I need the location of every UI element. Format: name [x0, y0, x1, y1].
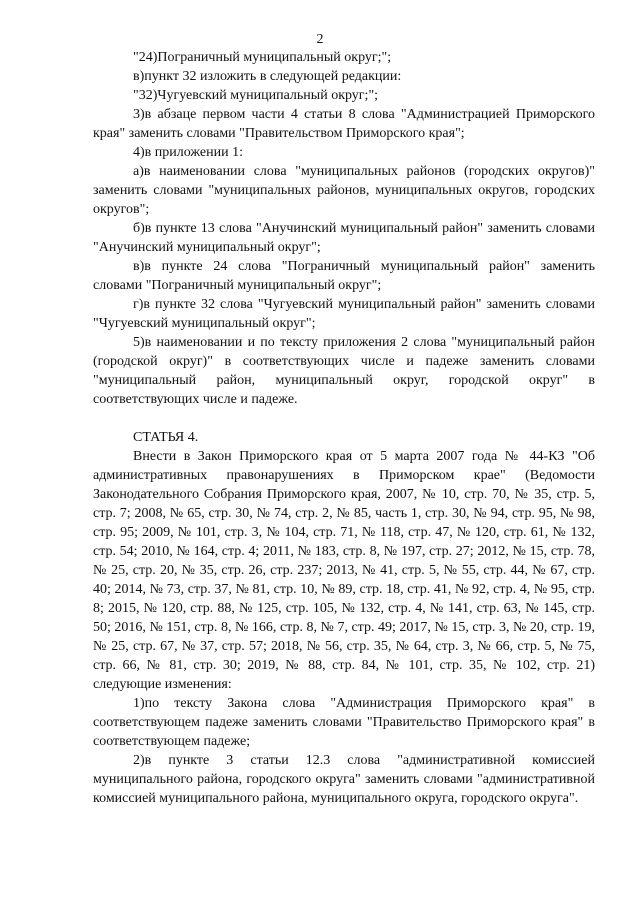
article-intro-paragraph: Внести в Закон Приморского края от 5 марта 2007 года № 44-КЗ "Об административных правонарушениях в Приморском крае" (Ведомости Законодательного Собрания Приморского края, 2007, № 10, стр. 70, № 35, стр. 5, стр. 7; 2008, № 65, стр. 30, № 74, стр. 2, № 85, часть 1, стр. 30, № 94, стр. 95, № 98, стр. 95; 2009, № 101, стр. 3, № 104, стр. 71, № 118, стр. 47, № 120, стр. 61, № 132, стр. 54; 2010, № 164, стр. 4; 2011, № 183, стр. 8, № 197, стр. 27; 2012, № 15, стр. 78, № 25, стр. 20, № 35, стр. 26, стр. 237; 2013, № 41, стр. 5, № 55, стр. 44, № 67, стр. 40; 2014, № 73, стр. 37, № 81, стр. 10, № 89, стр. 18, стр. 41, № 92, стр. 4, № 95, стр. 8; 2015, № 120, стр. 88, № 125, стр. 105, № 132, стр. 4, № 141, стр. 63, № 145, стр. 50; 2016, № 151, стр. 8, № 166, стр. 8, № 7, стр. 49; 2017, № 15, стр. 3, № 20, стр. 19, № 25, стр. 67, № 37, стр. 57; 2018, № 56, стр. 35, № 64, стр. 3, № 66, стр. 5, № 75, стр. 66, № 81, стр. 30; 2019, № 88, стр. 84, № 101, стр. 35, № 102, стр. 21) следующие изменения: [93, 449, 595, 692]
article-item-2: 2)в пункте 3 статьи 12.3 слова "административной комиссией муниципального района, городского округа" заменить словами "административной комиссией муниципального района, муниципального округа, городского округа". [93, 753, 595, 806]
amendment-line-32: "32)Чугуевский муниципальный округ;"; [133, 88, 379, 103]
article-item-1: 1)по тексту Закона слова "Администрация Приморского края" в соответствующем падеже заменить словами "Правительство Приморского края" в соответствующем падеже; [93, 696, 595, 749]
amendment-item-4b: б)в пункте 13 слова "Анучинский муниципальный район" заменить словами "Анучинский муниципальный округ"; [93, 221, 595, 255]
amendment-item-5: 5)в наименовании и по тексту приложения 2 слова "муниципальный район (городской округ)" в соответствующих числе и падеже заменить словами "муниципальный район, муниципальный округ, городской округ" в соответствующих числе и падеже. [93, 335, 595, 407]
amendment-line-24: "24)Пограничный муниципальный округ;"; [133, 50, 392, 65]
article-heading: СТАТЬЯ 4. [133, 430, 199, 445]
amendment-item-4g: г)в пункте 32 слова "Чугуевский муниципальный район" заменить словами "Чугуевский муниципальный округ"; [93, 297, 595, 331]
amendment-item-4: 4)в приложении 1: [133, 145, 243, 160]
amendment-item-3: 3)в абзаце первом части 4 статьи 8 слова "Администрацией Приморского края" заменить словами "Правительством Приморского края"; [93, 107, 595, 141]
page-number: 2 [316, 32, 324, 47]
amendment-item-v: в)пункт 32 изложить в следующей редакции: [133, 69, 402, 84]
document-body [93, 48, 595, 808]
paragraph-gap [93, 409, 595, 428]
amendment-item-4v: в)в пункте 24 слова "Пограничный муниципальный район" заменить словами "Пограничный муниципальный округ"; [93, 259, 595, 293]
amendment-item-4a: а)в наименовании слова "муниципальных районов (городских округов)" заменить словами "муниципальных районов, муниципальных округов, городских округов"; [93, 164, 595, 217]
